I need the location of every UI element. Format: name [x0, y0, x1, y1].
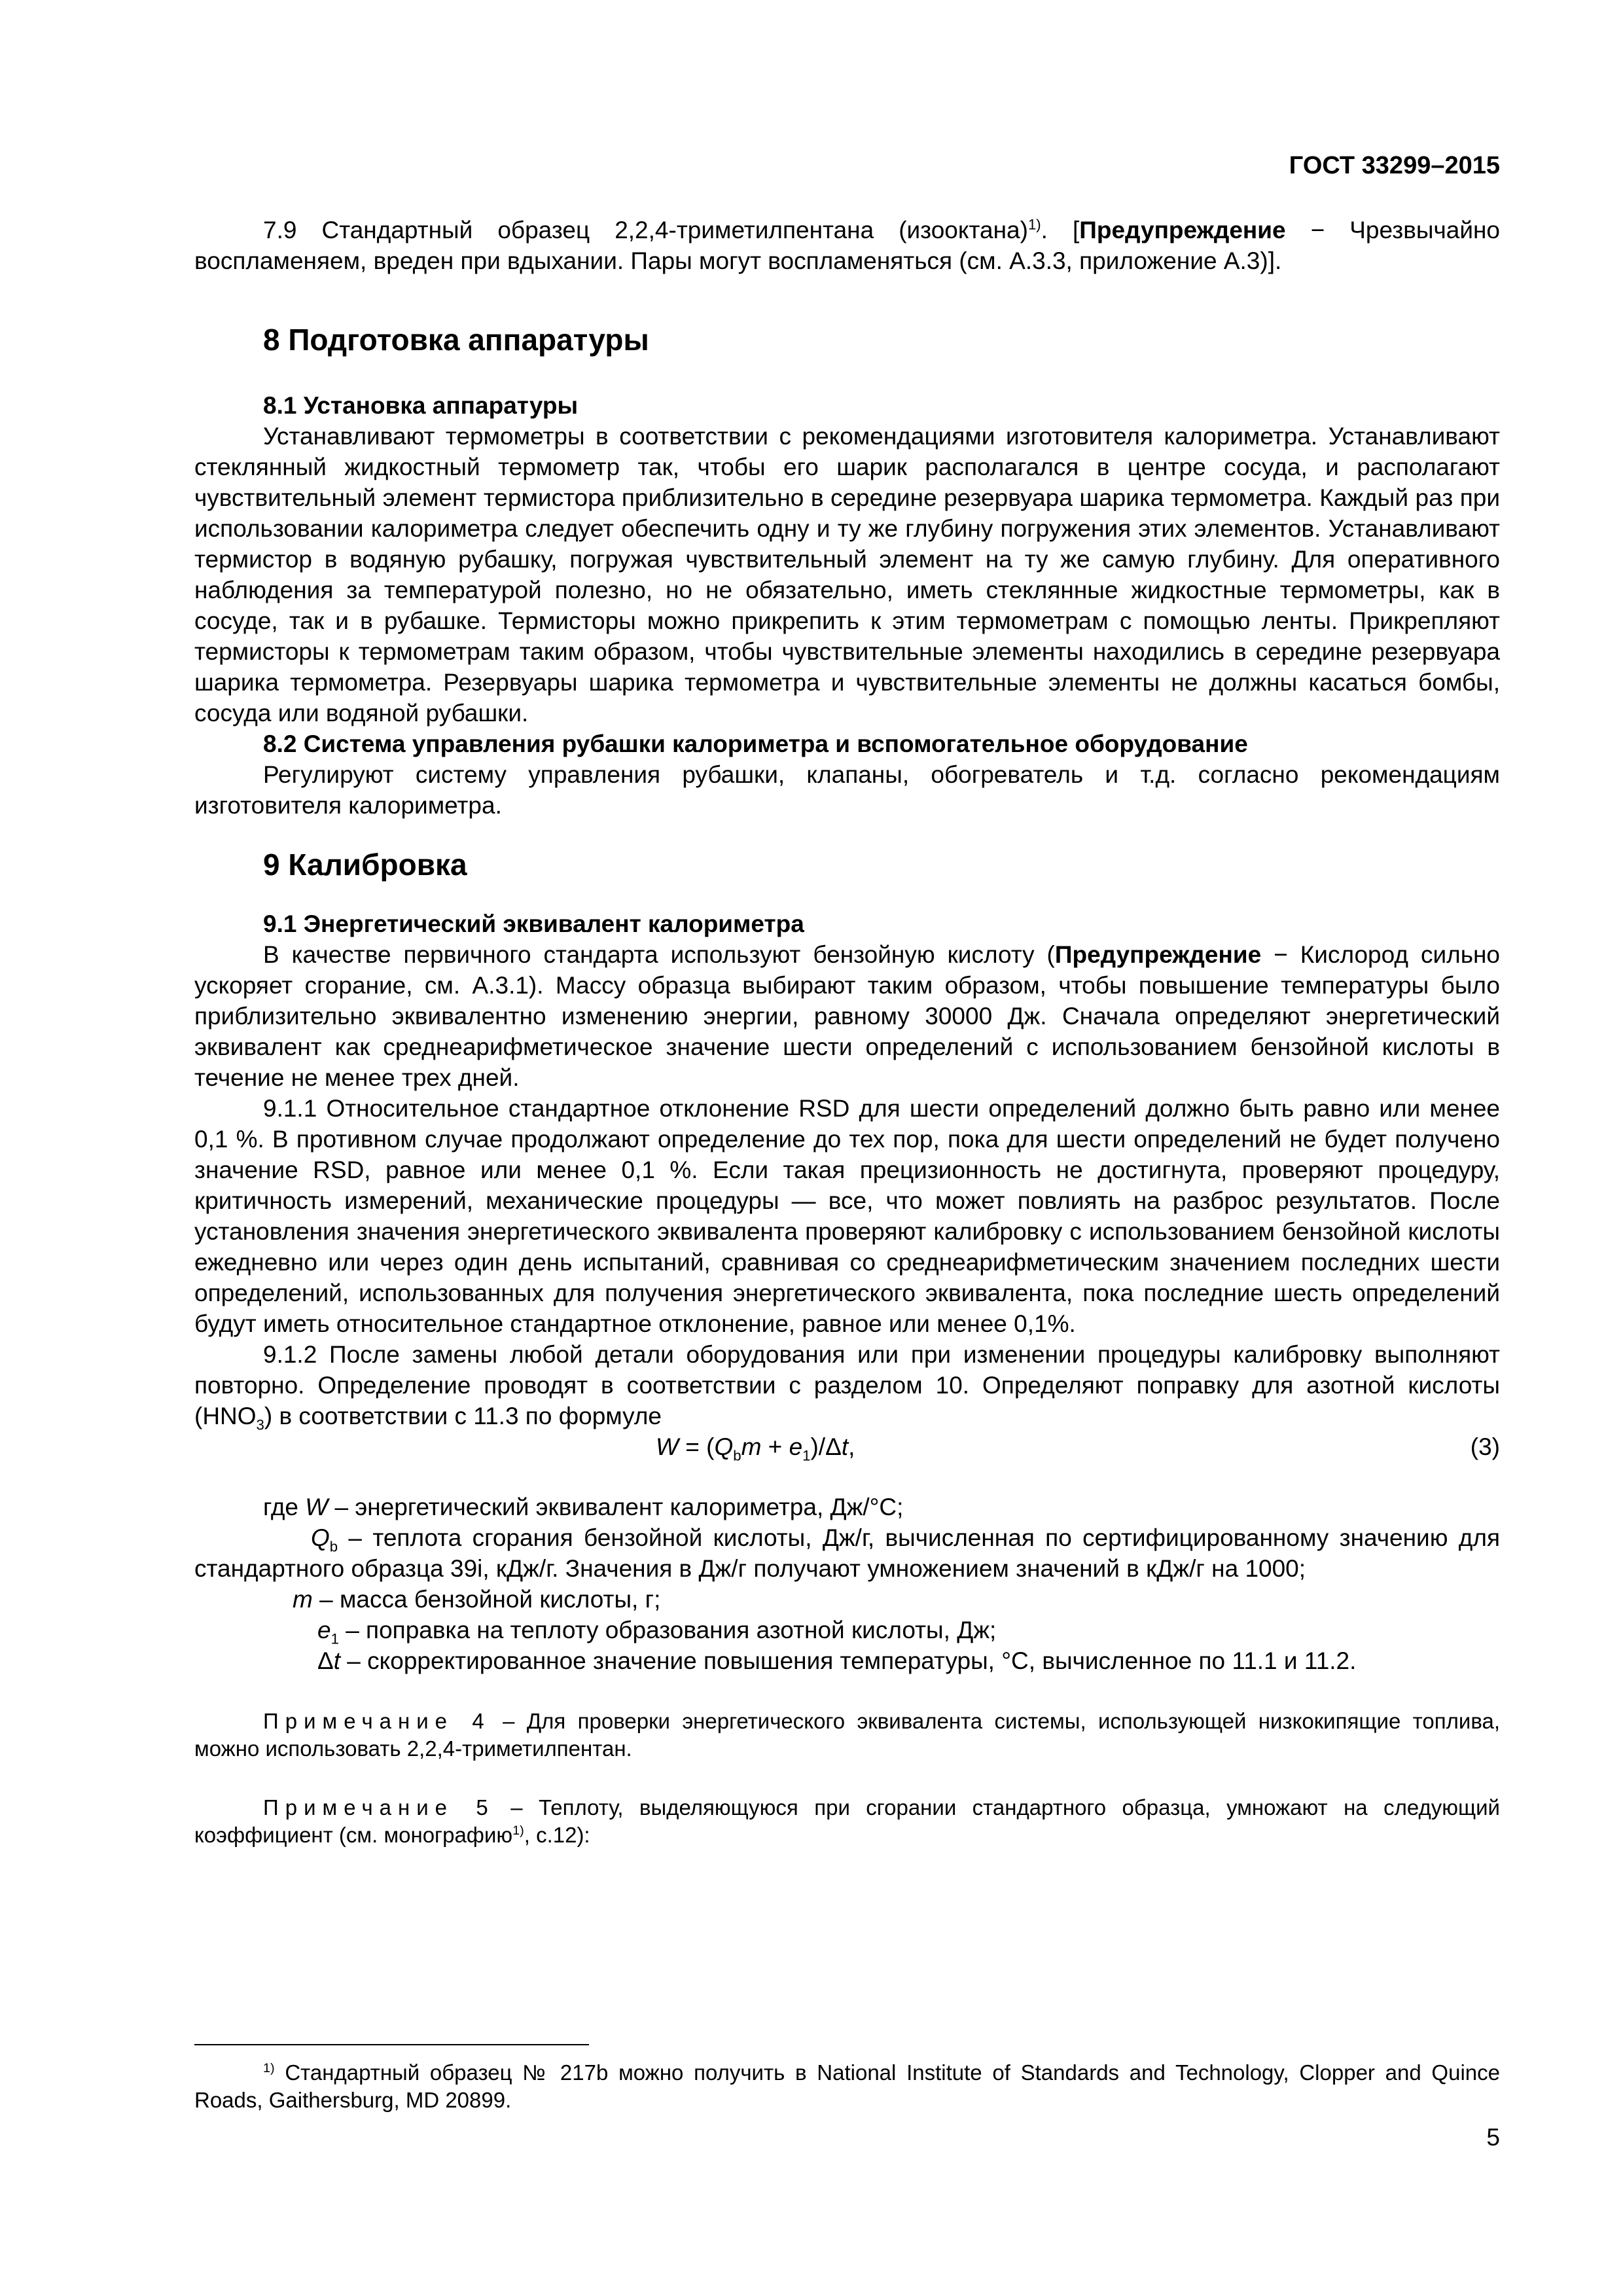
s79-text-tail: − Чрезвычайно воспламеняем, вреден при вдыхании. Пары могут воспламеняться (см. А.3.3, приложение А.3)]. — [194, 217, 1501, 274]
section-9-title: 9 Калибровка — [263, 848, 467, 882]
document-id: ГОСТ 33299–2015 — [1289, 152, 1500, 179]
footnote-ref: 1) — [512, 1823, 524, 1838]
note-5-end: , с.12): — [524, 1823, 590, 1847]
def-e — [194, 1615, 1500, 1645]
note-4-label: Примечание 4 — [263, 1709, 491, 1733]
formula-comma: , — [848, 1433, 855, 1460]
section-9-1-1-text: 9.1.1 Относительное стандартное отклонение RSD для шести определений должно быть равно или менее 0,1 %. В противном случае продолжают определение до тех пор, пока для шести определений не будет получено значение RSD, равное или менее 0,1 %. Если такая прецизионность не достигнута, проверяют процедуру, критичность измерений, механические процедуры — все, что может повлиять на разброс результатов. После установления значения энергетического эквивалента проверяют калибровку с использованием бензойной кислоты ежедневно или через один день испытаний, сравнивая со среднеарифметическим значением последних шести определений, использованных для получения энергетического эквивалента, пока последние шесть определений будут иметь относительное стандартное отклонение, равное или менее 0,1%. — [194, 1095, 1500, 1337]
def-t-text: – скорректированное значение повышения температуры, °С, вычисленное по 11.1 и 11.2. — [340, 1647, 1357, 1674]
formula-t: t — [841, 1433, 849, 1460]
formula-m: m — [741, 1433, 762, 1460]
def-e-sub: 1 — [330, 1630, 339, 1647]
section-8-title: 8 Подготовка аппаратуры — [263, 323, 649, 357]
footnote-indent — [194, 2060, 263, 2085]
s79-text: 7.9 Стандартный образец 2,2,4-триметилпентана (изооктана) — [263, 217, 1028, 243]
def-m — [194, 1584, 1500, 1615]
s912-text-b: ) в соответствии с 11.3 по формуле — [264, 1403, 662, 1429]
formula-plus: + — [761, 1433, 789, 1460]
footnote-text: Стандартный образец № 217b можно получить в National Institute of Standards and Technology, Clopper and Quince Roads, Gaithersburg, MD 20899. — [194, 2060, 1500, 2112]
def-q-text: – теплота сгорания бензойной кислоты, Дж/г, вычисленная по сертифицированному значению для стандартного образца 39i, кДж/г. Значения в Дж/г получают умножением значений в кДж/г на 1000; — [194, 1524, 1500, 1582]
page-body — [194, 215, 1500, 1849]
formula-e-sub: 1 — [802, 1447, 811, 1464]
note-5 — [194, 1794, 1500, 1849]
section-9-1-text — [194, 939, 1500, 1093]
s912-text-a: 9.1.2 После замены любой детали оборудования или при изменении процедуры калибровку выполняют повторно. Определение проводят в соответствии с разделом 10. Определяют поправку для азотной кислоты (HNO — [194, 1341, 1500, 1429]
def-t-delta: Δ — [317, 1647, 334, 1674]
note-5-label: Примечание 5 — [263, 1795, 495, 1820]
def-q — [194, 1522, 1500, 1584]
def-t — [194, 1645, 1500, 1676]
def-m-text: – масса бензойной кислоты, г; — [312, 1586, 661, 1613]
formula-q-sub: b — [733, 1447, 741, 1464]
def-t-symbol: t — [333, 1647, 340, 1674]
formula-e: e — [789, 1433, 803, 1460]
formula-w: W — [656, 1433, 679, 1460]
def-where: где — [263, 1494, 306, 1520]
def-q-sub: b — [329, 1538, 338, 1555]
subscript: 3 — [256, 1416, 264, 1433]
footnote-ref: 1) — [1027, 216, 1041, 233]
def-e-symbol: e — [317, 1617, 331, 1643]
warning-label: Предупреждение — [1054, 941, 1262, 968]
warning-label: Предупреждение — [1079, 217, 1286, 243]
def-w-text: – энергетический эквивалент калориметра, Дж/°С; — [328, 1494, 904, 1520]
footnote — [194, 2059, 1500, 2114]
s79-text-mid: . [ — [1041, 217, 1080, 243]
def-e-text: – поправка на теплоту образования азотной кислоты, Дж; — [338, 1617, 997, 1643]
s91-text-a: В качестве первичного стандарта используют бензойную кислоту ( — [263, 941, 1055, 968]
section-8-1-title: 8.1 Установка аппаратуры — [263, 392, 579, 419]
formula-q: Q — [714, 1433, 734, 1460]
paragraph-7-9 — [194, 215, 1500, 276]
def-w-symbol: W — [305, 1494, 329, 1520]
page-number: 5 — [1486, 2124, 1500, 2151]
def-q-symbol: Q — [311, 1524, 330, 1551]
section-9-1-title: 9.1 Энергетический эквивалент калориметра — [263, 910, 804, 937]
s91-text-b: − Кислород сильно ускоряет сгорание, см. А.3.1). Массу образца выбирают таким образом, чтобы повышение температуры было приблизительно эквивалентно изменению энергии, равному 30000 Дж. Сначала определяют энергетический эквивалент как среднеарифметическое значение шести определений с использованием бензойной кислоты в течение не менее трех дней. — [194, 941, 1500, 1091]
formula-eq: = ( — [678, 1433, 715, 1460]
formula-number: (3) — [1470, 1433, 1500, 1460]
note-4-text: – Для проверки энергетического эквивалента системы, использующей низкокипящие топлива, можно использовать 2,2,4-триметилпентан. — [194, 1709, 1500, 1761]
def-w — [194, 1492, 1500, 1522]
formula-rest: )/Δ — [810, 1433, 842, 1460]
formula-3 — [194, 1431, 1500, 1465]
section-8-2-text: Регулируют систему управления рубашки, клапаны, обогреватель и т.д. согласно рекомендациям изготовителя калориметра. — [194, 761, 1500, 819]
section-8-1-text: Устанавливают термометры в соответствии с рекомендациями изготовителя калориметра. Устанавливают стеклянный жидкостный термометр так, чтобы его шарик располагался в центре сосуда, и располагают чувствительный элемент термистора приблизительно в середине резервуара шарика термометра. Каждый раз при использовании калориметра следует обеспечить одну и ту же глубину погружения этих элементов. Устанавливают термистор в водяную рубашку, погружая чувствительный элемент на ту же самую глубину. Для оперативного наблюдения за температурой полезно, но не обязательно, иметь стеклянные жидкостные термометры, как в сосуде, так и в рубашке. Термисторы можно прикрепить к этим термометрам с помощью ленты. Прикрепляют термисторы к термометрам таким образом, чтобы чувствительные элементы находились в середине резервуара шарика термометра. Резервуары шарика термометра и чувствительные элементы не должны касаться бомбы, сосуда или водяной рубашки. — [194, 423, 1500, 726]
note-4 — [194, 1708, 1500, 1763]
section-8-2-title: 8.2 Система управления рубашки калориметра и вспомогательное оборудование — [263, 730, 1248, 757]
footnote-separator — [194, 2044, 589, 2045]
footnote-mark: 1) — [263, 2061, 275, 2075]
def-m-symbol: m — [293, 1586, 313, 1613]
formula-expression — [656, 1431, 855, 1462]
note-5-text: – Теплоту, выделяющуюся при сгорании стандартного образца, умножают на следующий коэффициент (см. монографию — [194, 1795, 1500, 1847]
section-9-1-2-text — [194, 1339, 1500, 1431]
